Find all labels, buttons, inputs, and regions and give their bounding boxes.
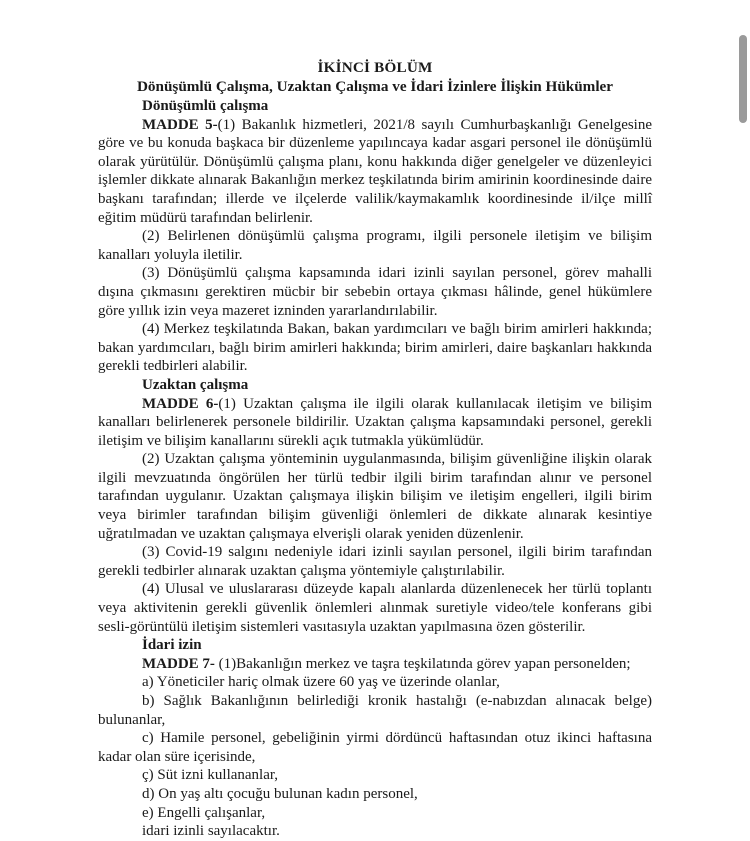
- article-label-madde6: MADDE 6-: [142, 395, 219, 412]
- article-label-madde7: MADDE 7-: [142, 655, 215, 672]
- article-label-madde5: MADDE 5-: [142, 116, 218, 133]
- list-item: [98, 804, 652, 823]
- paragraph-text: (3) Dönüşümlü çalışma kapsamında idari izinli sayılan personel, görev mahalli dışına çıkmasını gerektiren mücbir bir sebebin ortaya çıkması hâlinde, genel hükümlere göre yıllık izin veya mazeret izninden yararlandırılabilir.: [98, 265, 652, 319]
- paragraph-text: (4) Merkez teşkilatında Bakan, bakan yardımcıları ve bağlı birim amirleri hakkında; bakan yardımcıları, bağlı birim amirleri hakkında; birim amirleri, daire başkanları hakkında gerekli tedbirleri alabilir.: [98, 321, 652, 375]
- paragraph-madde5-3: [98, 264, 652, 320]
- paragraph-text: (3) Covid-19 salgını nedeniyle idari izinli sayılan personel, ilgili birim tarafından gerekli tedbirler alınarak uzaktan çalışma yöntemiyle çalıştırılabilir.: [98, 544, 652, 579]
- chapter-subtitle: Dönüşümlü Çalışma, Uzaktan Çalışma ve İdari İzinlere İlişkin Hükümler: [136, 78, 614, 95]
- paragraph-madde5-4: [98, 320, 652, 376]
- list-closing-line: [98, 822, 652, 841]
- scrollbar-thumb[interactable]: [739, 35, 747, 123]
- section-heading-donusumlu-calisma: Dönüşümlü çalışma: [142, 98, 269, 114]
- list-item-text: ç) Süt izni kullananlar,: [142, 767, 279, 784]
- paragraph-madde6-2: [98, 450, 652, 543]
- chapter-title: İKİNCİ BÖLÜM: [317, 59, 433, 76]
- paragraph-madde6-1: [98, 395, 652, 451]
- list-item: [98, 673, 652, 692]
- document-body: [98, 58, 652, 841]
- paragraph-text: (2) Belirlenen dönüşümlü çalışma programı, ilgili personele iletişim ve bilişim kanalları yoluyla iletilir.: [98, 228, 652, 263]
- list-item-text: a) Yöneticiler hariç olmak üzere 60 yaş ve üzerinde olanlar,: [142, 674, 500, 691]
- list-item-text: b) Sağlık Bakanlığının belirlediği kronik hastalığı (e-nabızdan alınacak belge) bulunanlar,: [98, 693, 652, 728]
- vertical-scrollbar[interactable]: [736, 0, 750, 821]
- list-item: [98, 785, 652, 804]
- list-item-text: c) Hamile personel, gebeliğinin yirmi dördüncü haftasından otuz ikinci haftasına kadar olan süre içerisinde,: [98, 730, 652, 765]
- paragraph-text: (1) Uzaktan çalışma ile ilgili olarak kullanılacak iletişim ve bilişim kanalları belirlenerek personele bildirilir. Uzaktan çalışma kapsamındaki personel, gerekli iletişim ve bilişim kanallarını sürekli açık tutmakla yükümlüdür.: [98, 395, 653, 449]
- list-item: [98, 729, 652, 766]
- list-item-text: e) Engelli çalışanlar,: [142, 804, 266, 821]
- paragraph-text: (1) Bakanlık hizmetleri, 2021/8 sayılı Cumhurbaşkanlığı Genelgesine göre ve bu konuda başkaca bir düzenleme yapılıncaya kadar asgari personel ile dönüşümlü olarak yürütülür. Dönüşümlü çalışma planı, konu hakkında diğer genelgeler ve düzenleyici işlemler dikkate alınarak Bakanlığın merkez teşkilatında birim amirinin koordinesinde daire başkanı tarafından; illerde ve ilçelerde valilik/kaymakamlık koordinesinde il/ilçe millî eğitim müdürü tarafından belirlenir.: [98, 116, 653, 226]
- paragraph-text: (1)Bakanlığın merkez ve taşra teşkilatında görev yapan personelden;: [218, 655, 631, 672]
- section-heading-uzaktan-calisma: Uzaktan çalışma: [142, 376, 249, 393]
- list-item: [98, 766, 652, 785]
- list-item-text: d) On yaş altı çocuğu bulunan kadın personel,: [142, 785, 418, 802]
- section-heading-idari-izin: İdari izin: [142, 637, 202, 654]
- paragraph-madde5-1: [98, 116, 652, 228]
- paragraph-madde6-3: [98, 543, 652, 580]
- paragraph-madde5-2: [98, 227, 652, 264]
- paragraph-madde6-4: [98, 580, 652, 636]
- list-item: [98, 692, 652, 729]
- paragraph-madde7-intro: [98, 655, 652, 674]
- list-closing-text: idari izinli sayılacaktır.: [142, 823, 280, 840]
- paragraph-text: (4) Ulusal ve uluslararası düzeyde kapalı alanlarda düzenlenecek her türlü toplantı veya aktivitenin gerekli güvenlik önlemleri alınmak suretiyle video/tele konferans gibi sesli-görüntülü iletişim sistemleri vasıtasıyla uzaktan yapılmasına özen gösterilir.: [98, 581, 652, 635]
- paragraph-text: (2) Uzaktan çalışma yönteminin uygulanmasında, bilişim güvenliğine ilişkin olarak ilgili mevzuatında öngörülen her türlü tedbir ilgili birim tarafından alınır ve personel tarafından uygulanır. Uzaktan çalışmaya ilişkin bilişim ve iletişim engelleri, ilgili birim veya birimler tarafından bilişim güvenliği önlemleri de dikkate alınarak kesintiye uğratılmadan ve uzaktan çalışmaya elverişli olarak yeniden düzenlenir.: [98, 451, 652, 542]
